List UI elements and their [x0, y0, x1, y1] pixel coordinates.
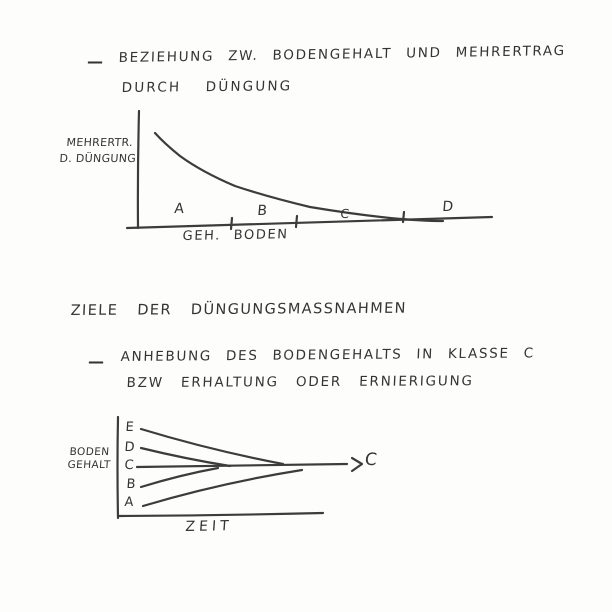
- chart2-curve-b: [141, 468, 218, 487]
- note-heading-line2: DURCH DÜNGUNG: [121, 78, 293, 97]
- note-heading-line1: BEZIEHUNG ZW. BODENGEHALT UND MEHRERTRAG: [118, 42, 567, 67]
- goal-line1: ANHEBUNG DES BODENGEHALTS IN KLASSE C: [120, 345, 536, 366]
- chart1-class-a: A: [173, 201, 185, 217]
- chart2-ylabel-line2: GEHALT: [67, 459, 112, 471]
- chart1-tick-2: [296, 216, 297, 227]
- chart1-tick-3: [403, 212, 404, 222]
- chart2-arrow-head-icon: [352, 458, 362, 471]
- chart1-x-axis: [127, 217, 492, 228]
- chart2-level-b: B: [125, 477, 136, 492]
- chart2-level-c: C: [123, 458, 135, 473]
- chart1-ylabel-line2: D. DÜNGUNG: [59, 152, 137, 165]
- chart2-level-d: D: [123, 440, 136, 455]
- chart1-class-d: D: [441, 199, 454, 215]
- chart2-x-axis: [119, 513, 323, 516]
- chart1-y-axis: [138, 111, 139, 228]
- chart2-curve-a: [143, 470, 302, 506]
- chart2-level-e: E: [124, 420, 135, 435]
- chart2-target-class-label: C: [363, 450, 378, 470]
- bullet1-dash: —: [87, 52, 103, 71]
- chart2-xlabel: ZEIT: [184, 518, 234, 536]
- chart1-ylabel-line1: MEHRERTR.: [66, 136, 134, 149]
- chart1-class-b: B: [256, 203, 268, 219]
- chart2-ylabel-line1: BODEN: [69, 446, 110, 458]
- chart1-class-c: C: [339, 206, 350, 221]
- chart2-canvas: [108, 410, 408, 555]
- goal-line2: BZW ERHALTUNG ODER ERNIERIGUNG: [126, 373, 475, 392]
- chart2-curve-c-arrow-line: [137, 464, 347, 467]
- chart2-curve-e: [141, 429, 283, 464]
- chart2-y-axis: [118, 417, 119, 518]
- bullet2-dash: —: [88, 352, 104, 371]
- chart1-canvas: [110, 100, 505, 245]
- chart1-decay-curve: [155, 133, 443, 221]
- chart2-level-a: A: [123, 495, 134, 510]
- chart1-xlabel: GEH. BODEN: [182, 227, 289, 245]
- section-heading: ZIELE DER DÜNGUNGSMASSNAHMEN: [70, 300, 408, 320]
